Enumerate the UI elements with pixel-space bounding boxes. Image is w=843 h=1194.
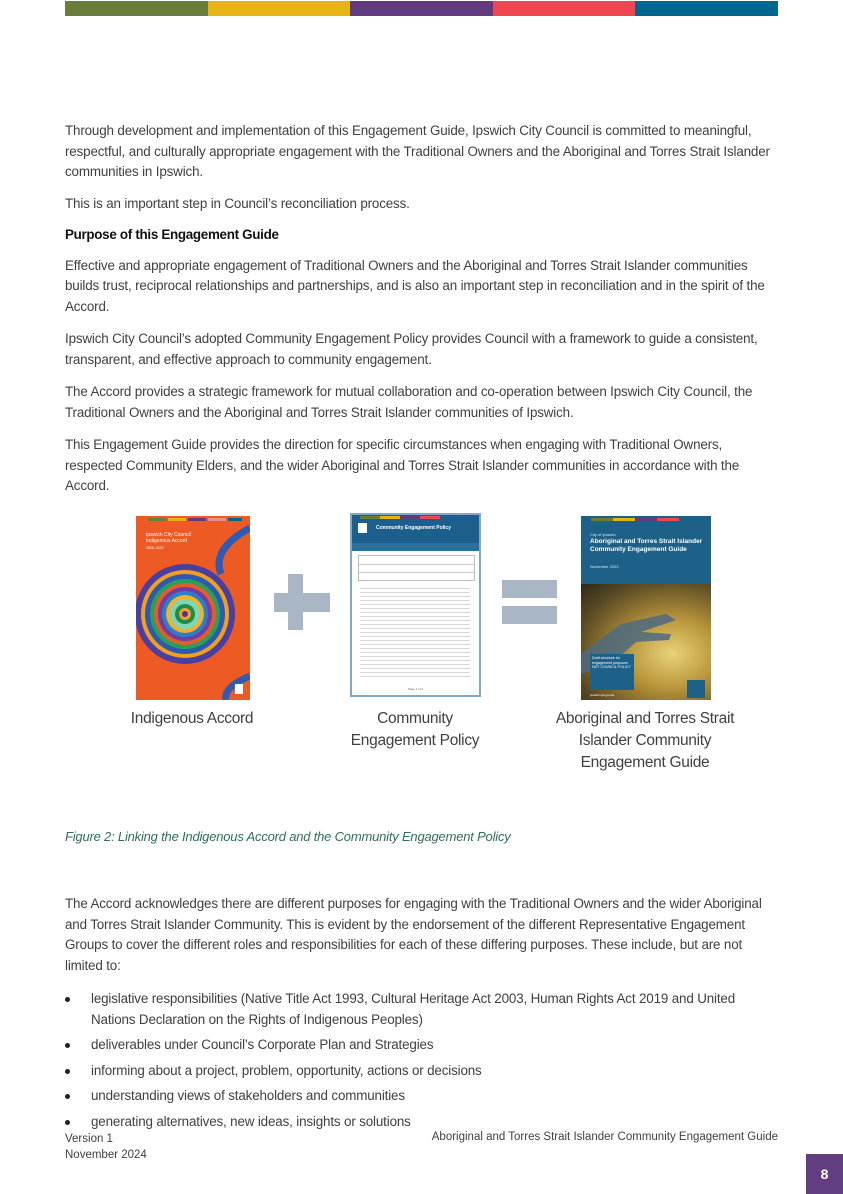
- intro-section: [65, 121, 777, 497]
- stripe-blue: [635, 1, 778, 16]
- guide-cover-city: City of Ipswich: [590, 532, 616, 537]
- bullet-icon: [65, 997, 70, 1002]
- purpose-paragraph-1: Effective and appropriate engagement of Traditional Owners and the Aboriginal and Torres Strait Islander communities builds trust, reciprocal relationships and partnerships, and is also an important step in reconciliation and in the spirit of the Accord.: [65, 257, 765, 314]
- accord-section: [65, 894, 777, 976]
- equals-icon: [502, 580, 557, 598]
- footer-date: November 2024: [65, 1149, 147, 1161]
- purposes-list: [65, 989, 777, 1137]
- intro-paragraph-2: This is an important step in Council’s reconciliation process.: [65, 195, 410, 211]
- list-item: informing about a project, problem, opportunity, actions or decisions: [65, 1061, 777, 1082]
- label-indigenous-accord: Indigenous Accord: [130, 710, 254, 727]
- bullet-icon: [65, 1069, 70, 1074]
- guide-cover-note: Draft structure for engagement purposes NOT COUNCIL POLICY: [590, 654, 634, 690]
- accord-paragraph: The Accord acknowledges there are different purposes for engaging with the Traditional Owners and the wider Aboriginal and Torres Strait Islander Community. This is evident by the endorsement of the different Representative Engagement Groups to cover the different roles and responsibilities for each of these differing purposes. These include, but are not limited to:: [65, 896, 762, 973]
- engagement-guide-cover-image: [581, 516, 711, 700]
- equals-icon-bar: [502, 606, 557, 624]
- purpose-heading: Purpose of this Engagement Guide: [65, 227, 279, 242]
- plus-icon-bar: [274, 593, 330, 612]
- mandala-artwork: [136, 516, 250, 700]
- list-item: understanding views of stakeholders and communities: [65, 1086, 777, 1107]
- list-item: deliverables under Council’s Corporate Plan and Strategies: [65, 1035, 777, 1056]
- stripe-green: [65, 1, 208, 16]
- purpose-paragraph-4: This Engagement Guide provides the direction for specific circumstances when engaging with Traditional Owners, respected Community Elders, and the wider Aboriginal and Torres Strait Islander communities in accordance with the Accord.: [65, 437, 740, 493]
- footer-version-block: [65, 1131, 147, 1163]
- bullet-icon: [65, 1094, 70, 1099]
- community-engagement-policy-cover-image: [350, 513, 481, 697]
- footer-version: Version 1: [65, 1133, 113, 1145]
- accord-cover-years: 2020–2025: [146, 546, 164, 550]
- label-community-engagement-policy: Community Engagement Policy: [350, 710, 480, 749]
- indigenous-accord-cover-image: [136, 516, 250, 700]
- guide-cover-title: Aboriginal and Torres Strait Islander Community Engagement Guide: [590, 538, 703, 553]
- purpose-paragraph-3: The Accord provides a strategic framework for mutual collaboration and co-operation between Ipswich City Council, the Traditional Owners and the Aboriginal and Torres Strait Islander communities of Ipswich.: [65, 384, 753, 420]
- list-item: legislative responsibilities (Native Title Act 1993, Cultural Heritage Act 2003, Human Rights Act 2019 and United Nations Declaration on the Rights of Indigenous Peoples): [65, 989, 777, 1030]
- list-item: generating alternatives, new ideas, insights or solutions: [65, 1112, 777, 1133]
- stripe-yellow: [208, 1, 351, 16]
- guide-cover-date: November 2023: [590, 564, 619, 569]
- figure-caption: Figure 2: Linking the Indigenous Accord and the Community Engagement Policy: [65, 829, 511, 844]
- stripe-red: [493, 1, 636, 16]
- bullet-icon: [65, 1043, 70, 1048]
- footer-doc-title: Aboriginal and Torres Strait Islander Community Engagement Guide: [431, 1131, 778, 1143]
- page-number-badge: 8: [806, 1154, 843, 1194]
- color-stripe-bar: [65, 1, 778, 16]
- label-engagement-guide: Aboriginal and Torres Strait Islander Community Engagement Guide: [555, 710, 735, 771]
- policy-cover-footer: Page 1 of 2: [407, 687, 424, 691]
- guide-cover-url: ipswich.qld.gov.au: [590, 693, 615, 697]
- purpose-paragraph-2: Ipswich City Council’s adopted Community Engagement Policy provides Council with a framework to guide a consistent, transparent, and effective approach to community engagement.: [65, 331, 758, 367]
- policy-cover-title: Community Engagement Policy: [376, 525, 452, 531]
- accord-cover-title: Ipswich City Council Indigenous Accord: [146, 532, 191, 544]
- intro-paragraph-1: Through development and implementation of this Engagement Guide, Ipswich City Council is committed to meaningful, respectful, and culturally appropriate engagement with the Traditional Owners and the Aboriginal and Torres Strait Islander communities in Ipswich.: [65, 123, 770, 179]
- stripe-purple: [350, 1, 493, 16]
- bullet-icon: [65, 1120, 70, 1125]
